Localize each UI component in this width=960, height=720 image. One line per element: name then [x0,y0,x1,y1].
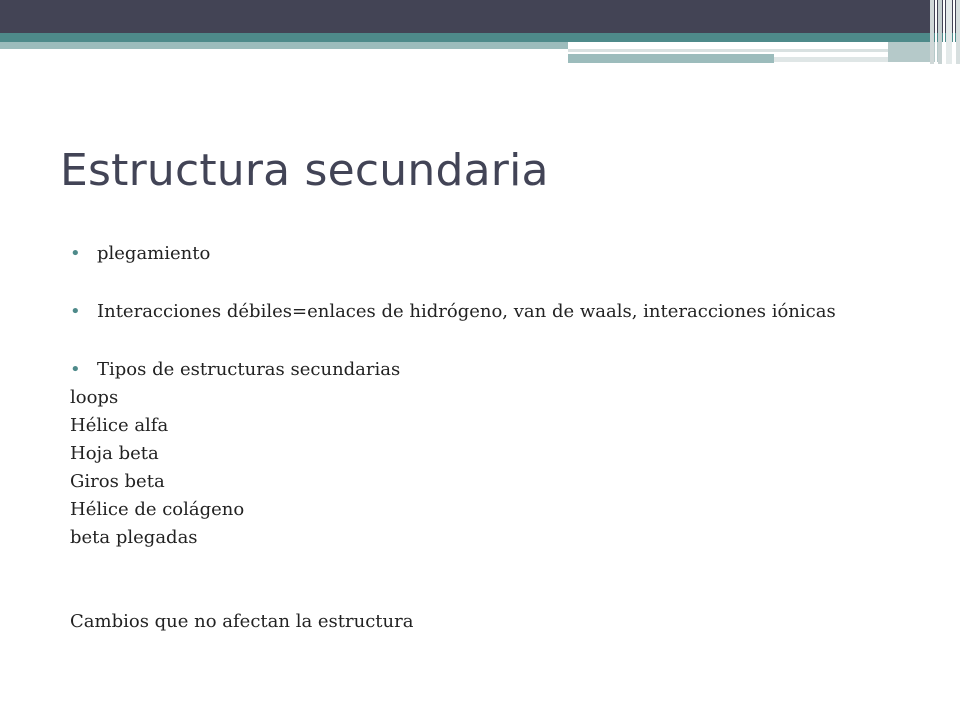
header-stripes [930,0,960,64]
bullet-text: Tipos de estructuras secundarias [97,359,401,380]
footer-line: Cambios que no afectan la estructura [70,611,414,632]
header-stripe [930,0,934,64]
sub-item: loops [70,387,119,408]
bullet-item [70,240,950,268]
bullet-text: plegamiento [97,243,211,264]
bullet-dot-icon: • [70,243,81,264]
bullet-dot-icon: • [70,301,81,322]
header-band-grey-2 [568,54,774,63]
bullet-dot-icon: • [70,359,81,380]
bullet-text: Interacciones débiles=enlaces de hidrógeno, van de waals, interacciones iónicas [97,301,836,322]
header-stripe [935,0,937,64]
header-stripe [943,0,945,64]
slide-title: Estructura secundaria [60,145,549,196]
header-stripe [938,0,942,64]
header-band-dark [0,0,960,33]
sub-item: Hélice de colágeno [70,499,245,520]
header-stripe [953,0,955,64]
header-band-teal [0,33,960,42]
sub-item: beta plegadas [70,527,198,548]
header-band-grey-1 [568,49,888,52]
bullet-item [70,356,950,384]
header-stripe [946,0,952,64]
sub-item: Hélice alfa [70,415,169,436]
bullet-item [70,298,950,326]
header-stripe [956,0,960,64]
sub-item: Hoja beta [70,443,159,464]
header-band-teal-light [0,42,568,49]
slide-body [70,240,950,636]
header-band-white-line [568,42,940,49]
sub-item: Giros beta [70,471,165,492]
